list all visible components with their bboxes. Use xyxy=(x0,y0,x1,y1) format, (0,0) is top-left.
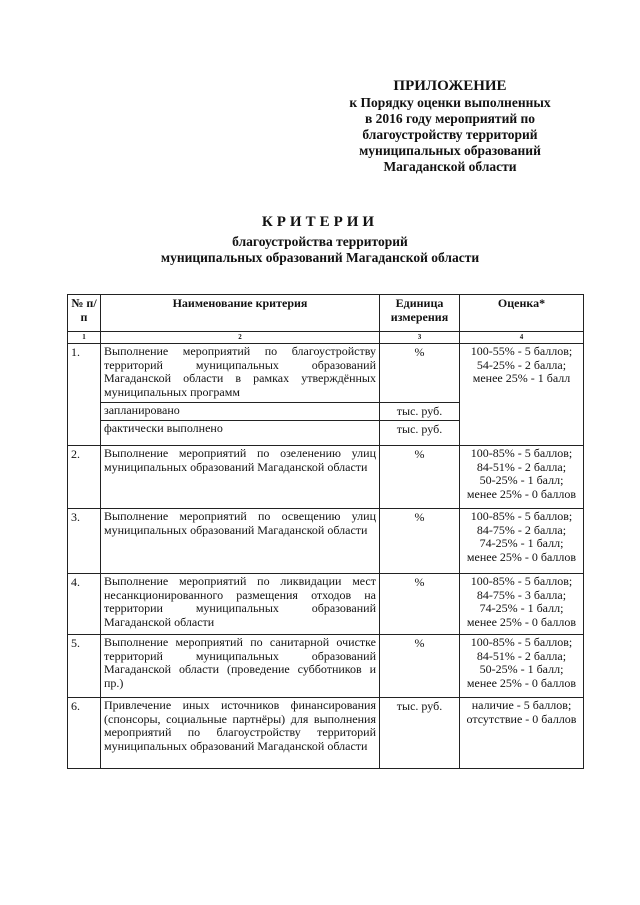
row-unit: % xyxy=(380,574,460,635)
score-line: 84-51% - 2 балла; xyxy=(476,648,567,663)
score-line: 100-85% - 5 баллов; xyxy=(470,446,573,460)
index-cell: 4 xyxy=(460,332,584,344)
row-score xyxy=(460,344,584,446)
criteria-table xyxy=(67,294,584,769)
row-score xyxy=(460,509,584,574)
row-name: Выполнение мероприятий по санитарной очистке территорий муниципальных образований Магаданской области (проведение субботников и пр.) xyxy=(101,635,380,698)
table-row xyxy=(68,446,584,509)
row-num: 3. xyxy=(68,509,101,574)
row-name: Выполнение мероприятий по благоустройству территорий муниципальных образований Магаданской области в рамках утверждённых муниципальных программ xyxy=(101,344,380,403)
header-unit: Единица измерения xyxy=(380,295,460,332)
index-cell: 3 xyxy=(380,332,460,344)
score-line: 74-25% - 1 балл; xyxy=(479,601,564,615)
row-num: 2. xyxy=(68,446,101,509)
row-num: 1. xyxy=(68,344,101,446)
table-row xyxy=(68,635,584,698)
criteria-title: КРИТЕРИИ xyxy=(261,214,379,230)
appendix-heading xyxy=(300,78,600,175)
table-header-row xyxy=(68,295,584,332)
appendix-line: муниципальных образований xyxy=(359,143,541,158)
row-score xyxy=(460,446,584,509)
table-row xyxy=(68,509,584,574)
score-line: 74-25% - 1 балл; xyxy=(479,536,564,550)
row-unit: % xyxy=(380,446,460,509)
table-row xyxy=(68,698,584,769)
score-line: менее 25% - 0 баллов xyxy=(466,486,577,501)
score-line: 100-55% - 5 баллов; xyxy=(470,344,573,358)
index-cell: 2 xyxy=(101,332,380,344)
score-line: менее 25% - 1 балл xyxy=(472,371,571,385)
appendix-line: в 2016 году мероприятий по xyxy=(364,111,536,126)
score-line: 50-25% - 1 балл; xyxy=(479,473,564,487)
criteria-subtitle-line: муниципальных образований Магаданской области xyxy=(160,250,480,265)
row-name: Выполнение мероприятий по ликвидации мест несанкционированного размещения отходов на территории муниципальных образований Магаданской области xyxy=(101,574,380,635)
table-index-row xyxy=(68,332,584,344)
subrow-name: фактически выполнено xyxy=(101,421,380,446)
appendix-line: Магаданской области xyxy=(383,159,517,174)
row-unit: % xyxy=(380,509,460,574)
row-name: Выполнение мероприятий по озеленению улиц муниципальных образований Магаданской области xyxy=(101,446,380,509)
score-line: 100-85% - 5 баллов; xyxy=(470,574,573,588)
score-line: отсутствие - 0 баллов xyxy=(466,711,577,726)
score-line: 54-25% - 2 балла; xyxy=(476,357,567,372)
row-unit: тыс. руб. xyxy=(380,698,460,769)
criteria-subtitle xyxy=(0,234,640,266)
score-line: менее 25% - 0 баллов xyxy=(466,549,577,564)
row-num: 6. xyxy=(68,698,101,769)
criteria-subtitle-line: благоустройства территорий xyxy=(232,234,408,249)
subrow-unit: тыс. руб. xyxy=(380,421,460,446)
subrow-unit: тыс. руб. xyxy=(380,403,460,421)
score-line: наличие - 5 баллов; xyxy=(471,698,572,712)
table-row xyxy=(68,344,584,403)
score-line: 84-75% - 3 балла; xyxy=(476,587,567,602)
score-line: 50-25% - 1 балл; xyxy=(479,662,564,676)
header-num: № п/п xyxy=(68,295,101,332)
score-line: менее 25% - 0 баллов xyxy=(466,614,577,629)
row-unit: % xyxy=(380,635,460,698)
index-cell: 1 xyxy=(68,332,101,344)
score-line: 100-85% - 5 баллов; xyxy=(470,635,573,649)
header-score: Оценка* xyxy=(460,295,584,332)
appendix-line: благоустройству территорий xyxy=(362,127,538,142)
score-line: 84-51% - 2 балла; xyxy=(476,459,567,474)
score-line: 100-85% - 5 баллов; xyxy=(470,509,573,523)
appendix-line: к Порядку оценки выполненных xyxy=(349,95,551,110)
score-line: менее 25% - 0 баллов xyxy=(466,675,577,690)
header-name: Наименование критерия xyxy=(101,295,380,332)
row-num: 4. xyxy=(68,574,101,635)
table-row xyxy=(68,574,584,635)
row-score xyxy=(460,698,584,769)
row-score xyxy=(460,635,584,698)
row-score xyxy=(460,574,584,635)
row-name: Выполнение мероприятий по освещению улиц муниципальных образований Магаданской области xyxy=(101,509,380,574)
appendix-title: ПРИЛОЖЕНИЕ xyxy=(393,78,507,94)
score-line: 84-75% - 2 балла; xyxy=(476,522,567,537)
row-name: Привлечение иных источников финансирования (спонсоры, социальные партнёры) для выполнения мероприятий по благоустройству территорий муниципальных образований Магаданской области xyxy=(101,698,380,769)
subrow-name: запланировано xyxy=(101,403,380,421)
row-num: 5. xyxy=(68,635,101,698)
row-unit: % xyxy=(380,344,460,403)
